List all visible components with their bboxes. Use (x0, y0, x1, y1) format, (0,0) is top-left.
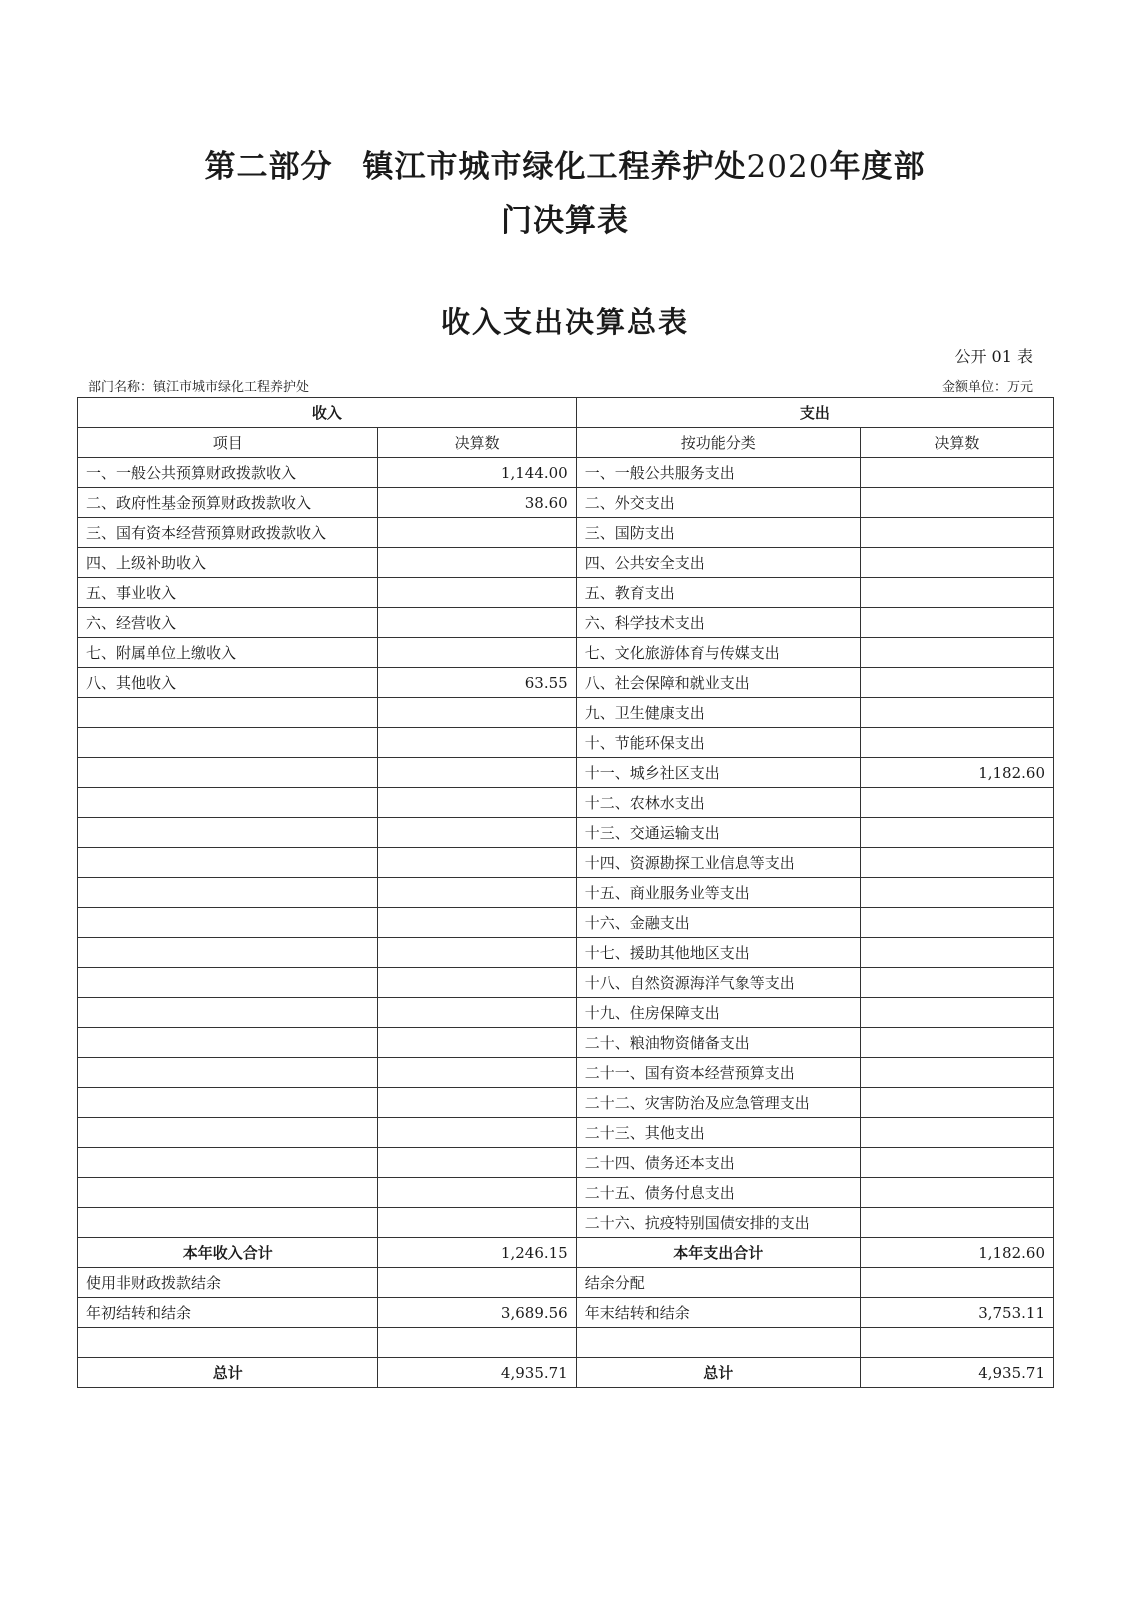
year-label: 2020 (746, 149, 830, 185)
expense-item-cell: 二十四、债务还本支出 (576, 1148, 860, 1178)
nonfiscal-row (78, 1268, 1054, 1298)
expense-amount-cell (860, 1148, 1053, 1178)
income-expense-table (77, 397, 1054, 1388)
expense-amount-cell (860, 848, 1053, 878)
column-header-row (78, 428, 1054, 458)
table-row (78, 638, 1054, 668)
expense-item-cell: 一、一般公共服务支出 (576, 458, 860, 488)
expense-item-cell: 二十、粮油物资储备支出 (576, 1028, 860, 1058)
income-amount-cell (378, 1178, 576, 1208)
table-row (78, 1178, 1054, 1208)
expense-section-header: 支出 (576, 398, 1053, 428)
income-amount-cell (378, 758, 576, 788)
income-item-cell (78, 998, 378, 1028)
amount-unit: 金额单位：万元 (941, 380, 1033, 395)
expense-amount-cell (860, 818, 1053, 848)
department-name: 部门名称：镇江市城市绿化工程养护处 (88, 380, 310, 395)
income-amount-cell (378, 908, 576, 938)
table-row (78, 608, 1054, 638)
begin-carryover-label: 年初结转和结余 (78, 1298, 378, 1328)
income-amount-cell (378, 998, 576, 1028)
income-amount-cell (378, 1088, 576, 1118)
table-row (78, 1088, 1054, 1118)
table-row (78, 548, 1054, 578)
income-item-cell (78, 1088, 378, 1118)
expense-amount-cell (860, 458, 1053, 488)
table-row (78, 878, 1054, 908)
table-row (78, 848, 1054, 878)
expense-item-cell: 二十六、抗疫特别国债安排的支出 (576, 1208, 860, 1238)
expense-item-cell: 十六、金融支出 (576, 908, 860, 938)
table-row (78, 998, 1054, 1028)
distribution-value (860, 1268, 1053, 1298)
income-item-cell (78, 698, 378, 728)
table-row (78, 458, 1054, 488)
expense-amount-cell (860, 788, 1053, 818)
empty-row (78, 1328, 1054, 1358)
income-section-header: 收入 (78, 398, 577, 428)
income-amount-cell (378, 578, 576, 608)
section-header-row (78, 398, 1054, 428)
table-footer (78, 1238, 1054, 1388)
income-amount-cell: 38.60 (378, 488, 576, 518)
income-amount-cell (378, 1118, 576, 1148)
expense-amount-cell (860, 998, 1053, 1028)
income-amount-cell (378, 638, 576, 668)
table-row (78, 758, 1054, 788)
expense-amount-cell (860, 638, 1053, 668)
expense-amount-cell (860, 1118, 1053, 1148)
table-row (78, 578, 1054, 608)
grand-total-row (78, 1358, 1054, 1388)
part-label: 第二部分 (204, 149, 333, 185)
income-item-cell (78, 788, 378, 818)
grand-total-left-label: 总计 (78, 1358, 378, 1388)
income-amount-cell (378, 1028, 576, 1058)
income-amount-cell (378, 698, 576, 728)
expense-amount-cell (860, 878, 1053, 908)
income-item-cell (78, 1058, 378, 1088)
document-title-line-2: 门决算表 (501, 203, 629, 239)
table-row (78, 1148, 1054, 1178)
table-row (78, 488, 1054, 518)
expense-amount-cell (860, 518, 1053, 548)
expense-amount-cell (860, 1028, 1053, 1058)
income-item-cell: 二、政府性基金预算财政拨款收入 (78, 488, 378, 518)
table-row (78, 1208, 1054, 1238)
expense-item-cell: 二十三、其他支出 (576, 1118, 860, 1148)
income-item-cell (78, 1118, 378, 1148)
title-suffix: 年度部 (829, 149, 926, 185)
expense-item-cell: 九、卫生健康支出 (576, 698, 860, 728)
expense-item-cell: 二十二、灾害防治及应急管理支出 (576, 1088, 860, 1118)
table-row (78, 788, 1054, 818)
year-income-value: 1,246.15 (378, 1238, 576, 1268)
expense-amount-cell (860, 698, 1053, 728)
income-item-cell (78, 938, 378, 968)
table-row (78, 938, 1054, 968)
expense-item-cell: 四、公共安全支出 (576, 548, 860, 578)
income-amount-cell (378, 848, 576, 878)
expense-amount-cell (860, 1088, 1053, 1118)
income-item-cell: 三、国有资本经营预算财政拨款收入 (78, 518, 378, 548)
income-amount-cell (378, 1058, 576, 1088)
carryover-row (78, 1298, 1054, 1328)
income-amount-cell (378, 608, 576, 638)
income-amount-cell: 63.55 (378, 668, 576, 698)
income-item-cell: 四、上级补助收入 (78, 548, 378, 578)
document-title (80, 140, 1050, 248)
form-number: 公开 01 表 (954, 347, 1033, 366)
expense-amount-cell (860, 488, 1053, 518)
income-amount-cell (378, 1208, 576, 1238)
function-class-column-header: 按功能分类 (576, 428, 860, 458)
begin-carryover-value: 3,689.56 (378, 1298, 576, 1328)
expense-item-cell: 十八、自然资源海洋气象等支出 (576, 968, 860, 998)
expense-amount-cell (860, 1178, 1053, 1208)
expense-item-cell: 六、科学技术支出 (576, 608, 860, 638)
income-item-cell (78, 848, 378, 878)
expense-amount-cell (860, 668, 1053, 698)
income-item-cell (78, 758, 378, 788)
income-amount-cell (378, 878, 576, 908)
grand-total-left-value: 4,935.71 (378, 1358, 576, 1388)
income-amount-column-header: 决算数 (378, 428, 576, 458)
expense-amount-cell (860, 1058, 1053, 1088)
distribution-label: 结余分配 (576, 1268, 860, 1298)
expense-amount-cell (860, 938, 1053, 968)
income-item-cell (78, 1028, 378, 1058)
year-expense-value: 1,182.60 (860, 1238, 1053, 1268)
year-total-row (78, 1238, 1054, 1268)
expense-item-cell: 十一、城乡社区支出 (576, 758, 860, 788)
expense-item-cell: 十九、住房保障支出 (576, 998, 860, 1028)
expense-amount-cell (860, 728, 1053, 758)
income-amount-cell (378, 938, 576, 968)
expense-item-cell: 十、节能环保支出 (576, 728, 860, 758)
income-amount-cell: 1,144.00 (378, 458, 576, 488)
expense-item-cell: 十七、援助其他地区支出 (576, 938, 860, 968)
grand-total-right-label: 总计 (576, 1358, 860, 1388)
income-item-cell: 六、经营收入 (78, 608, 378, 638)
table-row (78, 518, 1054, 548)
income-amount-cell (378, 1148, 576, 1178)
table-title: 收入支出决算总表 (440, 305, 689, 339)
end-carryover-value: 3,753.11 (860, 1298, 1053, 1328)
table-row (78, 968, 1054, 998)
income-item-cell (78, 878, 378, 908)
expense-item-cell: 二、外交支出 (576, 488, 860, 518)
income-item-cell: 七、附属单位上缴收入 (78, 638, 378, 668)
income-item-cell (78, 908, 378, 938)
expense-item-cell: 十五、商业服务业等支出 (576, 878, 860, 908)
expense-amount-cell: 1,182.60 (860, 758, 1053, 788)
expense-item-cell: 二十一、国有资本经营预算支出 (576, 1058, 860, 1088)
item-column-header: 项目 (78, 428, 378, 458)
income-amount-cell (378, 728, 576, 758)
table-row (78, 668, 1054, 698)
end-carryover-label: 年末结转和结余 (576, 1298, 860, 1328)
expense-item-cell: 八、社会保障和就业支出 (576, 668, 860, 698)
table-row (78, 1058, 1054, 1088)
expense-item-cell: 三、国防支出 (576, 518, 860, 548)
expense-amount-cell (860, 578, 1053, 608)
year-income-label: 本年收入合计 (78, 1238, 378, 1268)
expense-amount-cell (860, 548, 1053, 578)
income-amount-cell (378, 818, 576, 848)
expense-item-cell: 五、教育支出 (576, 578, 860, 608)
income-amount-cell (378, 968, 576, 998)
document-title-line-1 (80, 140, 1050, 194)
table-row (78, 818, 1054, 848)
income-item-cell: 五、事业收入 (78, 578, 378, 608)
nonfiscal-value (378, 1268, 576, 1298)
income-item-cell (78, 818, 378, 848)
table-body (78, 458, 1054, 1238)
expense-item-cell: 十四、资源勘探工业信息等支出 (576, 848, 860, 878)
expense-amount-cell (860, 968, 1053, 998)
table-row (78, 1028, 1054, 1058)
expense-item-cell: 七、文化旅游体育与传媒支出 (576, 638, 860, 668)
income-item-cell: 八、其他收入 (78, 668, 378, 698)
expense-item-cell: 二十五、债务付息支出 (576, 1178, 860, 1208)
income-item-cell (78, 728, 378, 758)
table-row (78, 908, 1054, 938)
income-item-cell (78, 1148, 378, 1178)
expense-amount-cell (860, 1208, 1053, 1238)
table-row (78, 728, 1054, 758)
table-row (78, 698, 1054, 728)
expense-amount-cell (860, 908, 1053, 938)
income-item-cell (78, 1178, 378, 1208)
income-amount-cell (378, 788, 576, 818)
nonfiscal-label: 使用非财政拨款结余 (78, 1268, 378, 1298)
income-item-cell: 一、一般公共预算财政拨款收入 (78, 458, 378, 488)
income-item-cell (78, 1208, 378, 1238)
table-row (78, 1118, 1054, 1148)
expense-item-cell: 十三、交通运输支出 (576, 818, 860, 848)
grand-total-right-value: 4,935.71 (860, 1358, 1053, 1388)
org-name-heading: 镇江市城市绿化工程养护处 (362, 149, 747, 185)
income-amount-cell (378, 548, 576, 578)
income-amount-cell (378, 518, 576, 548)
expense-amount-cell (860, 608, 1053, 638)
income-item-cell (78, 968, 378, 998)
expense-item-cell: 十二、农林水支出 (576, 788, 860, 818)
year-expense-label: 本年支出合计 (576, 1238, 860, 1268)
expense-amount-column-header: 决算数 (860, 428, 1053, 458)
